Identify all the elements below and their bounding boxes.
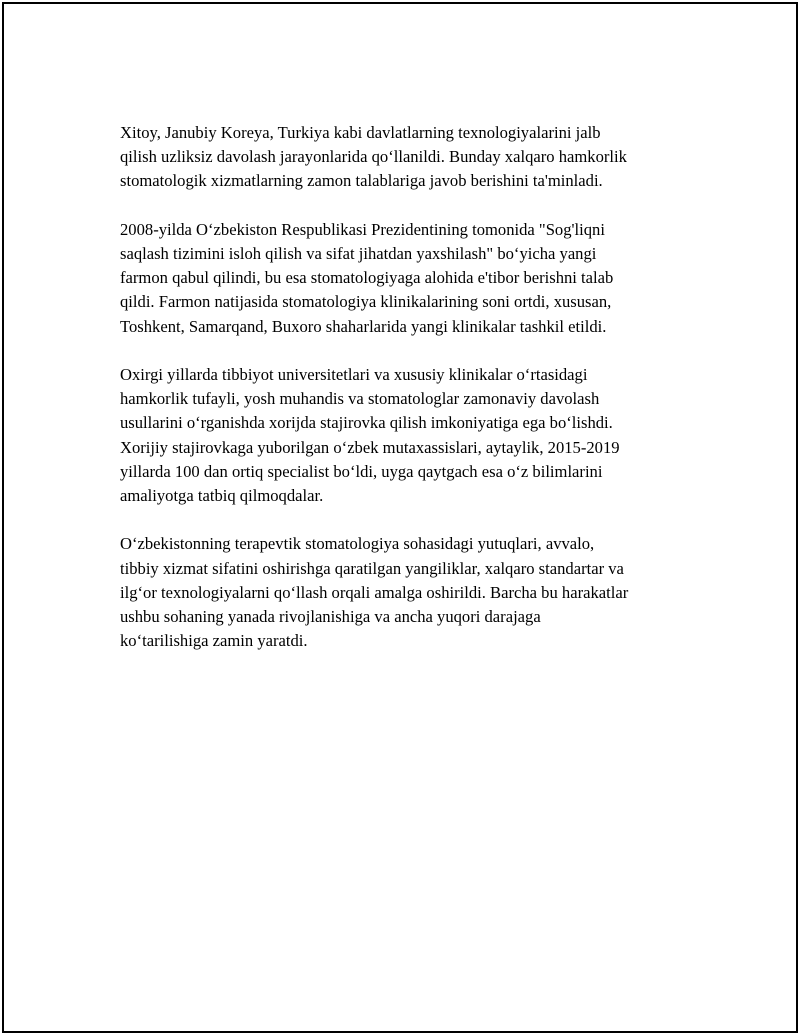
text-line: yillarda 100 dan ortiq specialist bo‘ldi, uyga qaytgach esa o‘z bilimlarini [120, 461, 603, 481]
text-line: Toshkent, Samarqand, Buxoro shaharlarida yangi klinikalar tashkil etildi. [120, 316, 607, 336]
text-line: tibbiy xizmat sifatini oshirishga qaratilgan yangiliklar, xalqaro standartar va [120, 558, 624, 578]
text-line: qilish uzliksiz davolash jarayonlarida qo‘llanildi. Bunday xalqaro hamkorlik [120, 147, 627, 167]
paragraph-3 [120, 363, 695, 508]
text-line: saqlash tizimini isloh qilish va sifat jihatdan yaxshilash" bo‘yicha yangi [120, 244, 597, 263]
text-line: O‘zbekistonning terapevtik stomatologiya sohasidagi yutuqlari, avvalo, [120, 534, 595, 554]
text-line: ilg‘or texnologiyalarni qo‘llash orqali amalga oshirildi. Barcha bu harakatlar [120, 582, 629, 602]
paragraph-1 [120, 121, 695, 194]
page-frame [2, 2, 798, 1033]
text-line: amaliyotga tatbiq qilmoqdalar. [120, 486, 324, 506]
text-line: 2008-yilda O‘zbekiston Respublikasi Prezidentining tomonida "Sog'liqni [120, 219, 605, 239]
paragraph-4 [120, 532, 695, 653]
text-line: Oxirgi yillarda tibbiyot universitetlari va xususiy klinikalar o‘rtasidagi [120, 365, 588, 384]
text-line: farmon qabul qilindi, bu esa stomatologiyaga alohida e'tibor berishni talab [120, 268, 614, 288]
text-line: qildi. Farmon natijasida stomatologiya klinikalarining soni ortdi, xususan, [120, 292, 612, 312]
text-line: ko‘tarilishiga zamin yaratdi. [120, 631, 308, 651]
text-line: Xitoy, Janubiy Koreya, Turkiya kabi davlatlarning texnologiyalarini jalb [120, 123, 601, 142]
text-line: stomatologik xizmatlarning zamon talablariga javob berishini ta'minladi. [120, 171, 603, 191]
text-line: hamkorlik tufayli, yosh muhandis va stomatologlar zamonaviy davolash [120, 389, 600, 409]
paragraph-2 [120, 218, 695, 339]
text-line: Xorijiy stajirovkaga yuborilgan o‘zbek mutaxassislari, aytaylik, 2015-2019 [120, 437, 620, 457]
text-line: ushbu sohaning yanada rivojlanishiga va ancha yuqori darajaga [120, 607, 541, 627]
text-line: usullarini o‘rganishda xorijda stajirovka qilish imkoniyatiga ega bo‘lishdi. [120, 413, 613, 433]
document-body [120, 121, 695, 678]
